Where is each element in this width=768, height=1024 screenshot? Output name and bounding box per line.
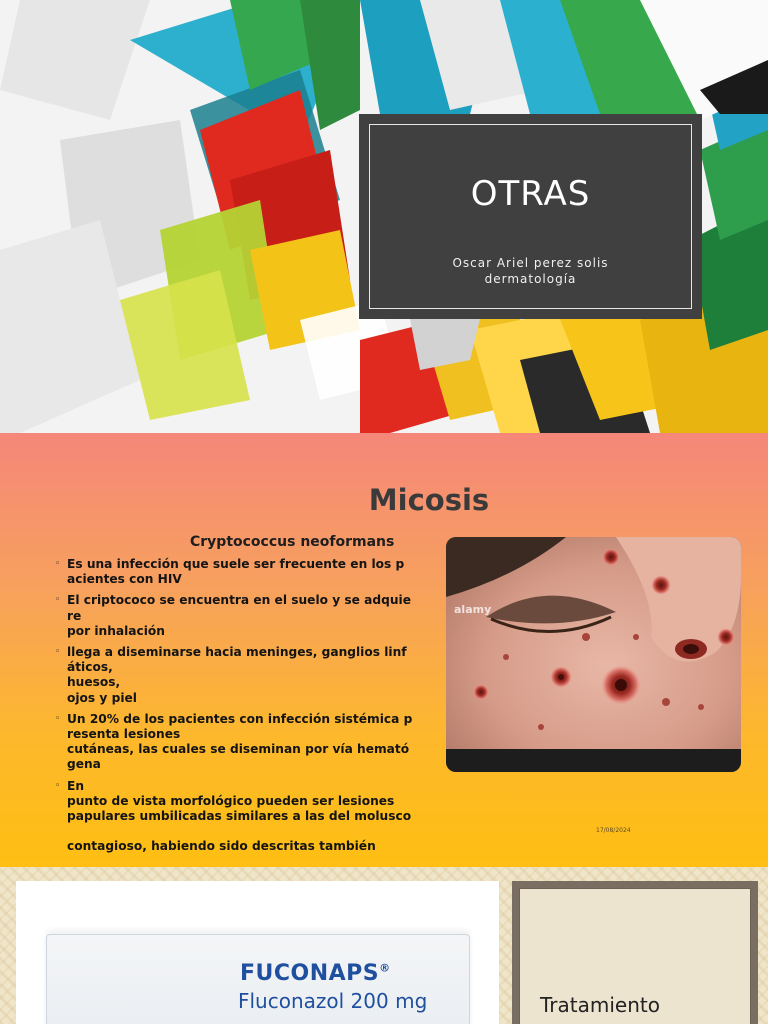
treatment-card — [512, 881, 758, 1024]
brand-name: FUCONAPS — [240, 961, 380, 986]
skin-lesion-photo — [446, 537, 741, 772]
bullet-icon: ◦ — [55, 559, 61, 569]
treatment-card-inner — [519, 888, 751, 1024]
organism-subtitle: Cryptococcus neoformans — [190, 534, 395, 550]
slide-title: OTRAS — [470, 174, 591, 214]
title-slide — [0, 0, 768, 433]
treatment-label: Tratamiento — [540, 993, 660, 1017]
slide-subtitle — [359, 255, 702, 287]
bullet-text: Un 20% de los pacientes con infección sistémica p resenta lesiones cutáneas, las cuales se diseminan por vía hemató gena — [67, 711, 413, 772]
bullet-icon: ◦ — [55, 713, 61, 724]
skin-lesion-image — [446, 537, 741, 772]
bullet-item — [55, 712, 430, 773]
slide-date: 17/08/2024 — [596, 827, 631, 834]
bullet-item — [55, 593, 430, 639]
slide-heading: Micosis — [368, 483, 490, 517]
bullet-icon: ◦ — [55, 780, 61, 791]
bullet-text: El criptococo se encuentra en el suelo y se adquie re por inhalación — [67, 593, 411, 638]
subject-name: dermatología — [484, 272, 577, 286]
bullet-list — [55, 557, 430, 861]
bullet-text: llega a diseminarse hacia meninges, ganglios linf áticos, huesos, ojos y piel — [67, 645, 407, 705]
bullet-item — [55, 779, 430, 855]
bullet-item — [55, 645, 430, 706]
product-generic-name: Fluconazol 200 mg — [238, 989, 428, 1013]
micosis-slide — [0, 433, 768, 867]
title-card — [359, 114, 702, 319]
product-brand — [240, 961, 391, 986]
treatment-slide — [0, 867, 768, 1024]
bullet-icon: ◦ — [55, 647, 61, 658]
author-name: Oscar Ariel perez solis — [452, 256, 609, 270]
product-image — [16, 881, 499, 1024]
bullet-item — [55, 557, 430, 587]
bullet-icon: ◦ — [55, 595, 61, 606]
photo-watermark: alamy — [454, 603, 492, 616]
bullet-text: Es una infección que suele ser frecuente en los p acientes con HIV — [67, 557, 405, 587]
bullet-text: En punto de vista morfológico pueden ser lesiones papulares umbilicadas similares a las del molusco contagioso, habiendo sido descritas también — [67, 778, 412, 854]
registered-mark: ® — [379, 961, 391, 975]
